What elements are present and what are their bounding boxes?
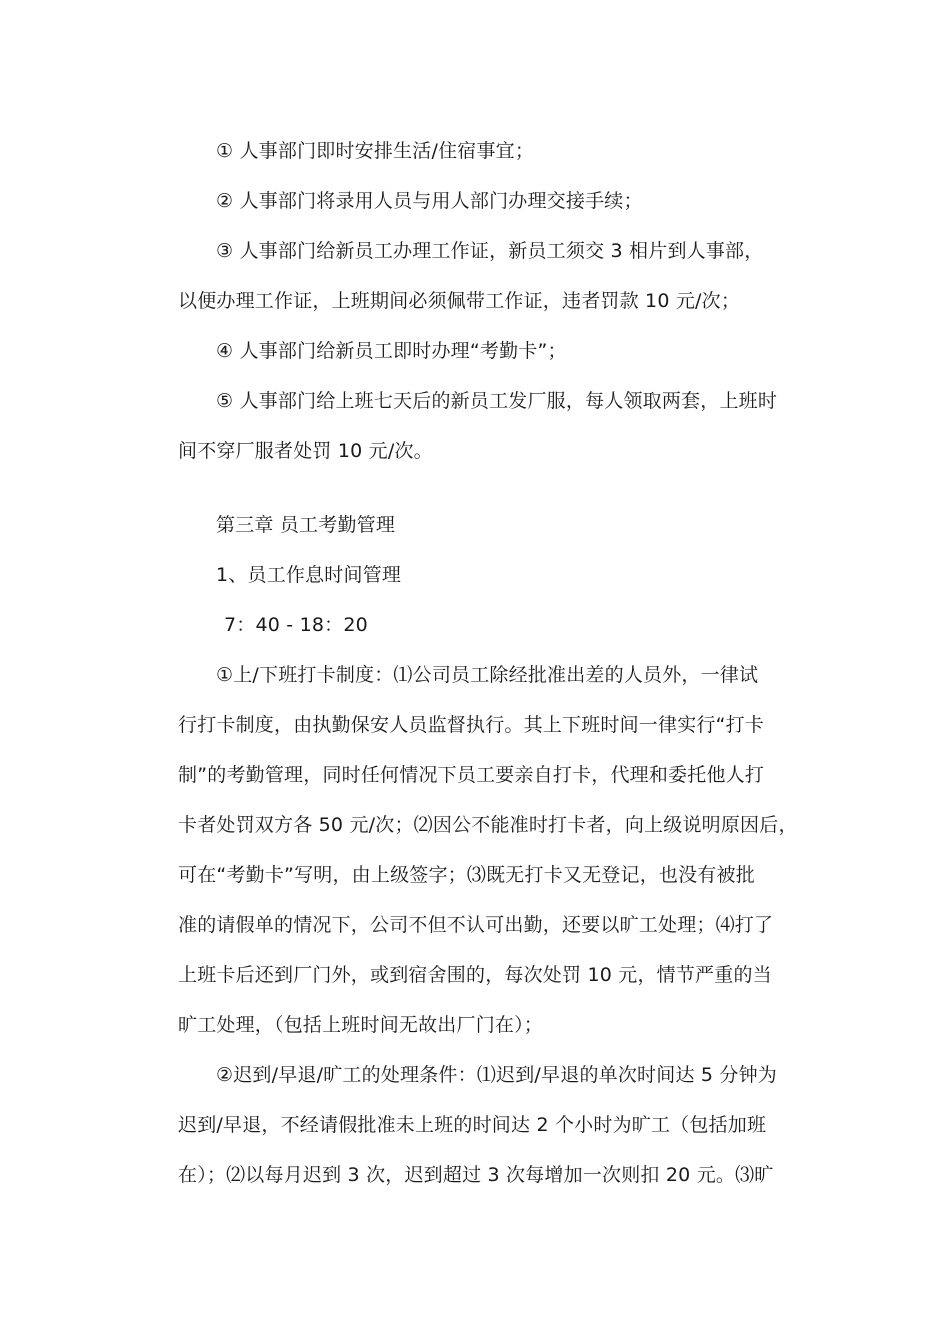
list-item-work-permit: ③ 人事部门给新员工办理工作证，新员工须交 3 相片到人事部， bbox=[216, 240, 764, 262]
clock-in-rule-line-8: 旷工处理，（包括上班时间无故出厂门在）； bbox=[178, 1014, 544, 1036]
list-item-uniform-cont: 间不穿厂服者处罚 10 元/次。 bbox=[178, 440, 433, 462]
work-hours: 7：40 - 18：20 bbox=[224, 614, 368, 636]
clock-in-rule-paragraph: ①上/下班打卡制度：⑴公司员工除经批准出差的人员外，一律试 bbox=[216, 664, 759, 686]
lateness-rule-line-2: 迟到/早退，不经请假批准未上班的时间达 2 个小时为旷工（包括加班 bbox=[178, 1114, 767, 1136]
document-page bbox=[178, 126, 798, 1200]
list-item-attendance-card: ④ 人事部门给新员工即时办理“考勤卡”； bbox=[216, 340, 567, 362]
list-item-arrange-housing: ① 人事部门即时安排生活/住宿事宜； bbox=[216, 140, 535, 162]
lateness-rule-paragraph: ②迟到/早退/旷工的处理条件：⑴迟到/早退的单次时间达 5 分钟为 bbox=[216, 1064, 778, 1086]
clock-in-rule-line-7: 上班卡后还到厂门外，或到宿舍围的，每次处罚 10 元，情节严重的当 bbox=[178, 964, 772, 986]
clock-in-rule-line-5: 可在“考勤卡”写明，由上级签字；⑶既无打卡又无登记，也没有被批 bbox=[178, 864, 755, 886]
chapter-heading: 第三章 员工考勤管理 bbox=[216, 514, 396, 536]
list-item-uniform: ⑤ 人事部门给上班七天后的新员工发厂服，每人领取两套，上班时 bbox=[216, 390, 778, 412]
clock-in-rule-line-4: 卡者处罚双方各 50 元/次；⑵因公不能准时打卡者，向上级说明原因后， bbox=[178, 814, 798, 836]
clock-in-rule-line-6: 准的请假单的情况下，公司不但不认可出勤，还要以旷工处理；⑷打了 bbox=[178, 914, 774, 936]
section-heading: 1、员工作息时间管理 bbox=[216, 564, 402, 586]
list-item-work-permit-cont: 以便办理工作证，上班期间必须佩带工作证，违者罚款 10 元/次； bbox=[178, 290, 741, 312]
lateness-rule-line-3: 在）；⑵以每月迟到 3 次，迟到超过 3 次每增加一次则扣 20 元。⑶旷 bbox=[178, 1164, 774, 1186]
list-item-handover: ② 人事部门将录用人员与用人部门办理交接手续； bbox=[216, 190, 643, 212]
clock-in-rule-line-2: 行打卡制度，由执勤保安人员监督执行。其上下班时间一律实行“打卡 bbox=[178, 714, 765, 736]
clock-in-rule-line-3: 制”的考勤管理，同时任何情况下员工要亲自打卡，代理和委托他人打 bbox=[178, 764, 765, 786]
